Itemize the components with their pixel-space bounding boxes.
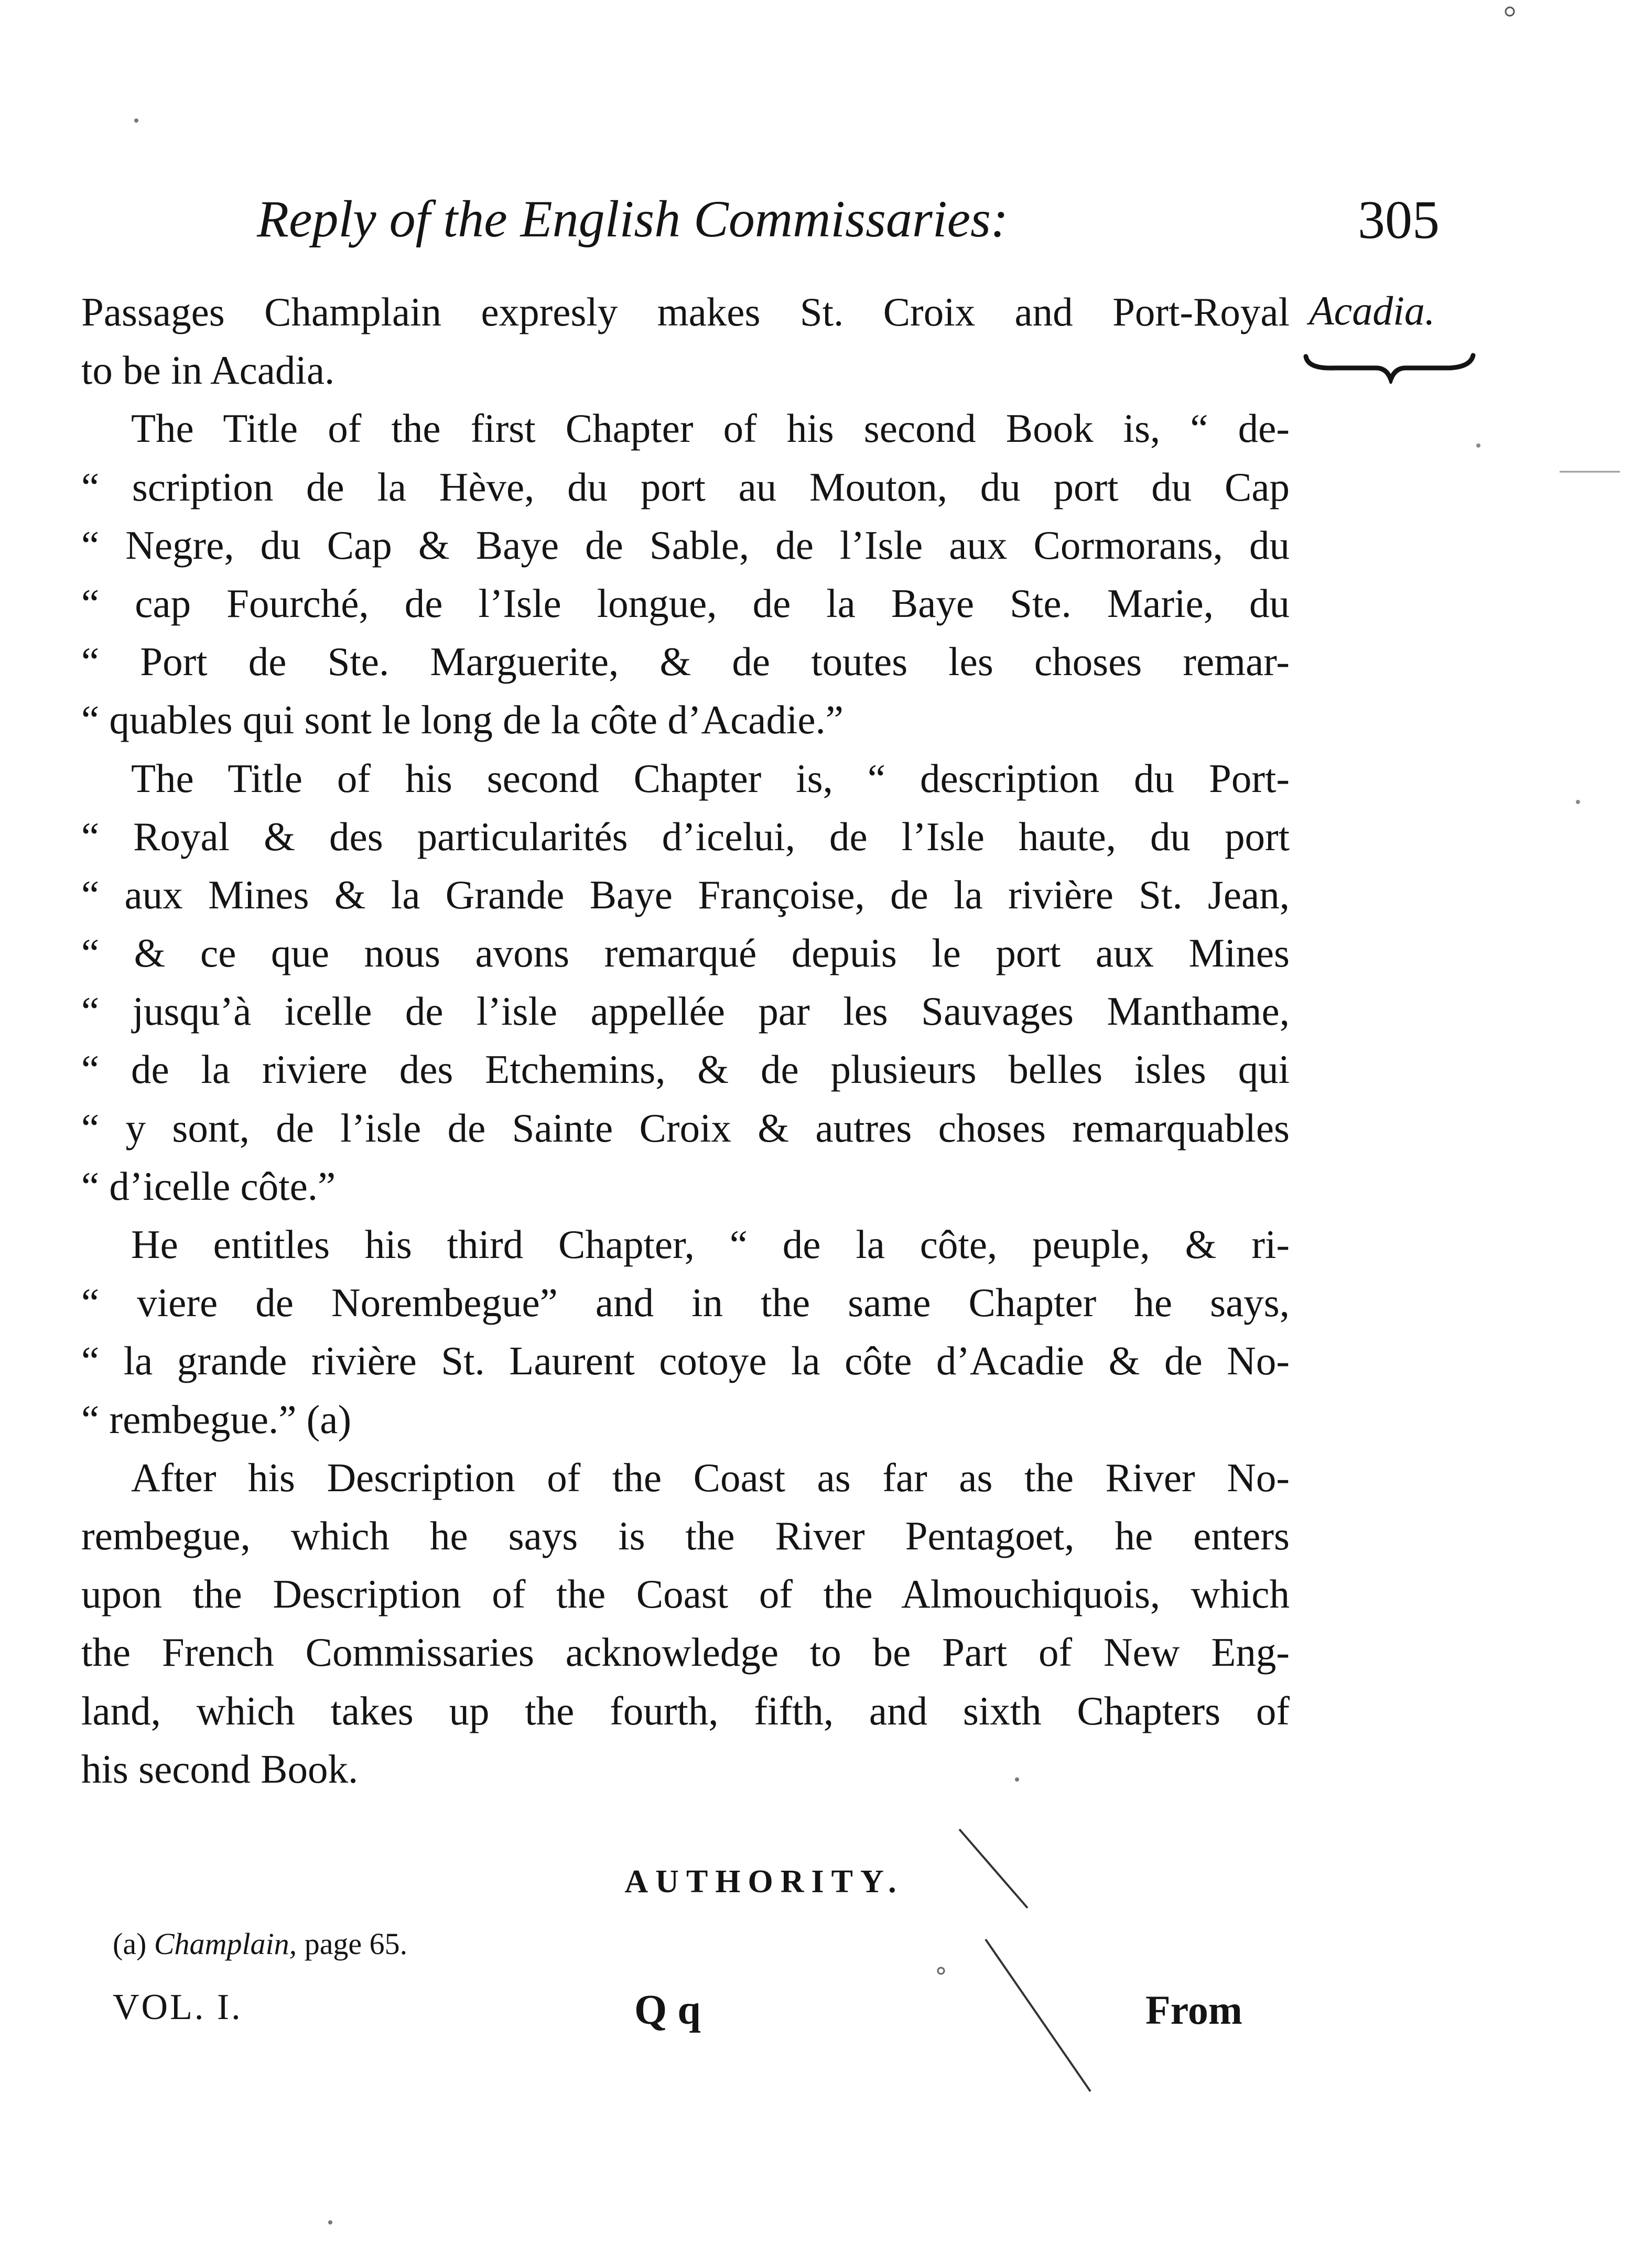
text-line: his second Book.: [81, 1746, 359, 1792]
text-line: “ de la riviere des Etchemins, & de plusieurs belles isles qui: [81, 1047, 1290, 1092]
text-line: Passages Champlain expresly makes St. Croix and Port-Royal: [81, 289, 1290, 334]
text-line: “ Royal & des particularités d’icelui, de l’Isle haute, du port: [81, 813, 1290, 859]
signature-line: [0, 1987, 1644, 2049]
brace-mark-icon: [1303, 352, 1476, 384]
body-text: [81, 283, 1290, 1798]
text-line: The Title of his second Chapter is, “ description du Port-: [131, 755, 1290, 801]
catchword: From: [1145, 1987, 1242, 2033]
text-line: “ scription de la Hève, du port au Mouton, du port du Cap: [81, 464, 1290, 509]
paragraph: [81, 750, 1290, 1216]
text-line: “ d’icelle côte.”: [81, 1163, 336, 1209]
text-line: “ viere de Norembegue” and in the same Chapter he says,: [81, 1280, 1290, 1326]
section-heading: AUTHORITY.: [624, 1864, 904, 1900]
text-line: “ cap Fourché, de l’Isle longue, de la Baye Ste. Marie, du: [81, 580, 1290, 626]
footnote-text: page 65.: [304, 1927, 408, 1961]
text-line: upon the Description of the Coast of the Almouchiquois, which: [81, 1571, 1290, 1617]
margin-note: Acadia.: [1309, 288, 1435, 333]
volume-label: VOL. I.: [113, 1987, 243, 2027]
signature-mark: Q q: [634, 1987, 701, 2033]
page-number: 305: [1358, 190, 1440, 250]
text-line: “ jusqu’à icelle de l’isle appellée par les Sauvages Manthame,: [81, 989, 1290, 1034]
text-line: He entitles his third Chapter, “ de la côte, peuple, & ri-: [131, 1222, 1290, 1267]
paragraph: [81, 1216, 1290, 1449]
paragraph: [81, 283, 1290, 399]
paragraph: [81, 399, 1290, 749]
text-line: “ Negre, du Cap & Baye de Sable, de l’Isle aux Cormorans, du: [81, 522, 1290, 568]
text-line: “ rembegue.” (a): [81, 1396, 352, 1442]
text-line: After his Description of the Coast as far as the River No-: [131, 1455, 1290, 1500]
text-line: “ y sont, de l’isle de Sainte Croix & autres choses remarquables: [81, 1105, 1290, 1151]
paragraph: [81, 1449, 1290, 1798]
running-head: [0, 189, 1644, 257]
footnote: [113, 1926, 407, 1961]
text-line: The Title of the first Chapter of his second Book is, “ de-: [131, 406, 1290, 451]
text-line: “ Port de Ste. Marguerite, & de toutes les choses remar-: [81, 639, 1290, 685]
text-line: “ aux Mines & la Grande Baye Françoise, de la rivière St. Jean,: [81, 872, 1290, 917]
running-title: Reply of the English Commissaries:: [257, 190, 1009, 248]
text-line: to be in Acadia.: [81, 348, 335, 393]
footnote-source: Champlain,: [154, 1927, 297, 1961]
text-line: “ quables qui sont le long de la côte d’Acadie.”: [81, 697, 843, 743]
footnote-marker: (a): [113, 1927, 147, 1961]
text-line: rembegue, which he says is the River Pentagoet, he enters: [81, 1513, 1290, 1558]
text-line: “ & ce que nous avons remarqué depuis le port aux Mines: [81, 930, 1290, 976]
text-line: the French Commissaries acknowledge to be Part of New Eng-: [81, 1630, 1290, 1675]
text-line: “ la grande rivière St. Laurent cotoye la côte d’Acadie & de No-: [81, 1338, 1290, 1384]
text-line: land, which takes up the fourth, fifth, and sixth Chapters of: [81, 1688, 1290, 1733]
